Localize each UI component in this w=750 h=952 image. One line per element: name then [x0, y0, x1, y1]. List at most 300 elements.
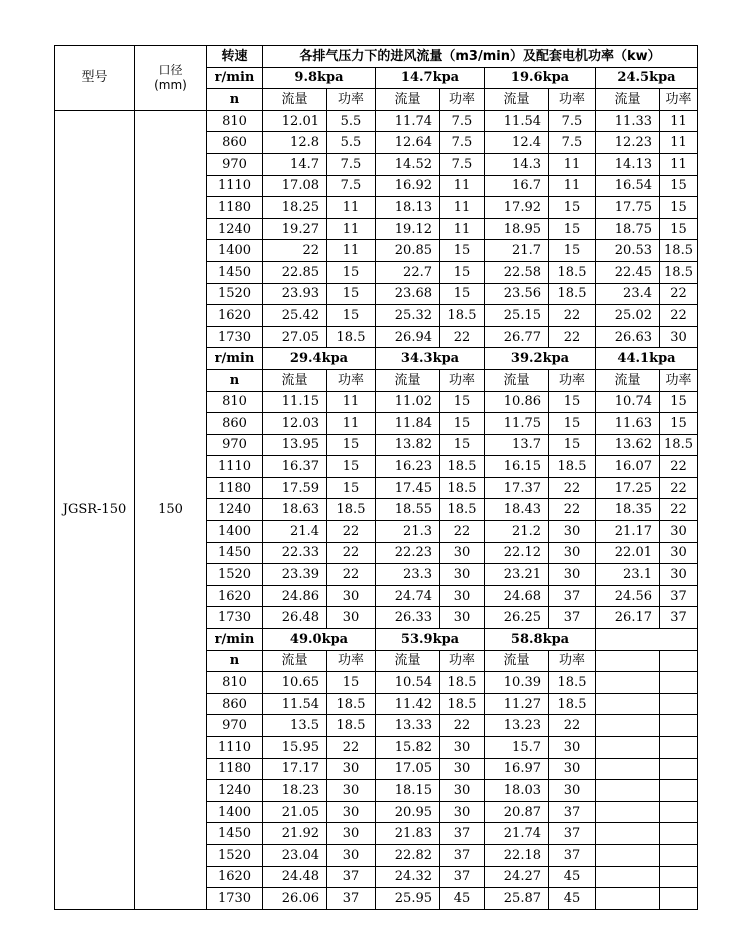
- power-value: [660, 715, 698, 737]
- power-value: 22: [660, 477, 698, 499]
- power-value: [660, 758, 698, 780]
- power-value: 5.5: [327, 132, 376, 154]
- speed-value: 810: [207, 672, 263, 694]
- flow-value: [596, 844, 660, 866]
- flow-value: 21.74: [485, 823, 549, 845]
- power-value: 7.5: [327, 175, 376, 197]
- flow-value: 13.7: [485, 434, 549, 456]
- speed-value: 1400: [207, 521, 263, 543]
- pressure-header: 19.6kpa: [485, 67, 596, 89]
- power-value: 15: [327, 305, 376, 327]
- power-header: 功率: [327, 369, 376, 391]
- power-value: 37: [549, 844, 596, 866]
- pressure-header: 58.8kpa: [485, 629, 596, 651]
- pressure-header: 24.5kpa: [596, 67, 698, 89]
- pressure-header: 9.8kpa: [263, 67, 376, 89]
- power-value: 18.5: [440, 456, 485, 478]
- power-header: 功率: [327, 89, 376, 111]
- speed-value: 1110: [207, 175, 263, 197]
- flow-header: 流量: [263, 89, 327, 111]
- power-value: 22: [549, 477, 596, 499]
- flow-header: 流量: [485, 369, 549, 391]
- power-value: 22: [660, 305, 698, 327]
- power-value: 37: [660, 585, 698, 607]
- power-value: [660, 844, 698, 866]
- flow-value: 24.32: [376, 866, 440, 888]
- flow-value: 18.15: [376, 780, 440, 802]
- flow-header: 流量: [485, 89, 549, 111]
- flow-value: 11.02: [376, 391, 440, 413]
- power-value: [660, 888, 698, 910]
- power-value: 11: [660, 110, 698, 132]
- power-value: 30: [440, 564, 485, 586]
- flow-header: 流量: [376, 89, 440, 111]
- power-value: [660, 801, 698, 823]
- flow-value: 12.64: [376, 132, 440, 154]
- power-value: 11: [660, 153, 698, 175]
- power-value: 11: [660, 132, 698, 154]
- flow-value: [596, 823, 660, 845]
- power-value: 22: [549, 326, 596, 348]
- pressure-header: [596, 629, 698, 651]
- power-value: 18.5: [549, 261, 596, 283]
- flow-value: 22.85: [263, 261, 327, 283]
- flow-value: 14.7: [263, 153, 327, 175]
- flow-value: 20.85: [376, 240, 440, 262]
- power-value: 15: [549, 413, 596, 435]
- flow-value: 10.54: [376, 672, 440, 694]
- power-value: 18.5: [549, 456, 596, 478]
- flow-value: 26.77: [485, 326, 549, 348]
- flow-value: 18.55: [376, 499, 440, 521]
- speed-value: 1730: [207, 607, 263, 629]
- power-value: 22: [549, 305, 596, 327]
- power-value: 22: [549, 715, 596, 737]
- n-label: n: [207, 650, 263, 672]
- speed-value: 970: [207, 434, 263, 456]
- power-header: 功率: [549, 89, 596, 111]
- flow-value: 11.54: [263, 693, 327, 715]
- flow-value: 23.56: [485, 283, 549, 305]
- flow-value: [596, 866, 660, 888]
- pressure-header: 14.7kpa: [376, 67, 485, 89]
- flow-value: 24.74: [376, 585, 440, 607]
- power-header: 功率: [660, 89, 698, 111]
- flow-value: 22.82: [376, 844, 440, 866]
- power-value: 22: [660, 283, 698, 305]
- flow-value: 25.95: [376, 888, 440, 910]
- power-value: 11: [440, 197, 485, 219]
- flow-value: 25.32: [376, 305, 440, 327]
- power-value: 37: [549, 585, 596, 607]
- flow-value: 18.95: [485, 218, 549, 240]
- flow-value: 11.42: [376, 693, 440, 715]
- speed-value: 1730: [207, 888, 263, 910]
- power-value: 22: [440, 715, 485, 737]
- power-value: 22: [327, 564, 376, 586]
- power-value: 15: [327, 477, 376, 499]
- speed-value: 1400: [207, 240, 263, 262]
- rpm-label: r/min: [207, 67, 263, 89]
- power-value: 18.5: [549, 672, 596, 694]
- speed-value: 1520: [207, 283, 263, 305]
- flow-value: 16.7: [485, 175, 549, 197]
- power-value: 7.5: [440, 110, 485, 132]
- power-value: 18.5: [327, 499, 376, 521]
- power-value: 30: [549, 542, 596, 564]
- flow-value: 18.03: [485, 780, 549, 802]
- power-value: 11: [549, 153, 596, 175]
- power-value: 15: [327, 434, 376, 456]
- flow-value: 11.27: [485, 693, 549, 715]
- flow-value: 13.95: [263, 434, 327, 456]
- power-value: 15: [549, 240, 596, 262]
- flow-value: [596, 737, 660, 759]
- power-value: 15: [660, 175, 698, 197]
- power-value: [660, 672, 698, 694]
- speed-value: 860: [207, 693, 263, 715]
- flow-value: 24.86: [263, 585, 327, 607]
- flow-value: 23.04: [263, 844, 327, 866]
- flow-value: 11.63: [596, 413, 660, 435]
- power-value: 30: [549, 521, 596, 543]
- speed-value: 810: [207, 391, 263, 413]
- flow-value: 13.5: [263, 715, 327, 737]
- power-value: 18.5: [440, 693, 485, 715]
- flow-value: 17.59: [263, 477, 327, 499]
- power-value: [660, 737, 698, 759]
- power-header: 功率: [660, 369, 698, 391]
- flow-value: 13.23: [485, 715, 549, 737]
- flow-value: 23.39: [263, 564, 327, 586]
- power-value: 30: [440, 737, 485, 759]
- flow-value: 17.08: [263, 175, 327, 197]
- flow-value: 11.33: [596, 110, 660, 132]
- speed-value: 1520: [207, 844, 263, 866]
- speed-header: 转速: [207, 46, 263, 68]
- power-value: 37: [549, 823, 596, 845]
- flow-value: [596, 715, 660, 737]
- power-value: 7.5: [327, 153, 376, 175]
- pressure-header: 53.9kpa: [376, 629, 485, 651]
- power-value: 18.5: [549, 283, 596, 305]
- power-value: [660, 693, 698, 715]
- speed-value: 860: [207, 132, 263, 154]
- flow-value: 18.23: [263, 780, 327, 802]
- flow-header: 流量: [263, 650, 327, 672]
- power-value: 11: [327, 197, 376, 219]
- power-header: 功率: [440, 89, 485, 111]
- power-value: 45: [549, 888, 596, 910]
- power-value: 11: [327, 240, 376, 262]
- speed-value: 1180: [207, 197, 263, 219]
- flow-value: 22.23: [376, 542, 440, 564]
- flow-value: 16.54: [596, 175, 660, 197]
- flow-value: 22.33: [263, 542, 327, 564]
- model-value: JGSR-150: [55, 110, 135, 909]
- power-value: 37: [549, 801, 596, 823]
- flow-value: 25.15: [485, 305, 549, 327]
- power-value: 30: [660, 326, 698, 348]
- flow-value: [596, 693, 660, 715]
- power-value: 11: [327, 413, 376, 435]
- speed-value: 860: [207, 413, 263, 435]
- flow-value: 22: [263, 240, 327, 262]
- speed-value: 970: [207, 153, 263, 175]
- flow-value: 17.45: [376, 477, 440, 499]
- flow-value: 24.56: [596, 585, 660, 607]
- flow-value: 22.12: [485, 542, 549, 564]
- flow-value: 17.05: [376, 758, 440, 780]
- power-value: 15: [549, 197, 596, 219]
- flow-value: 13.82: [376, 434, 440, 456]
- pressure-header: 29.4kpa: [263, 348, 376, 370]
- flow-value: 24.27: [485, 866, 549, 888]
- speed-value: 1450: [207, 823, 263, 845]
- power-value: 15: [660, 413, 698, 435]
- flow-value: 21.3: [376, 521, 440, 543]
- power-value: 15: [327, 261, 376, 283]
- flow-value: 24.68: [485, 585, 549, 607]
- power-value: 30: [549, 780, 596, 802]
- flow-value: 12.4: [485, 132, 549, 154]
- flow-value: 12.01: [263, 110, 327, 132]
- flow-value: 16.97: [485, 758, 549, 780]
- bore-header-label: 口径: [158, 62, 183, 77]
- flow-value: 16.92: [376, 175, 440, 197]
- power-value: 15: [440, 391, 485, 413]
- flow-value: 10.39: [485, 672, 549, 694]
- speed-value: 1620: [207, 866, 263, 888]
- power-value: 11: [327, 218, 376, 240]
- speed-value: 1180: [207, 477, 263, 499]
- power-value: 18.5: [327, 326, 376, 348]
- speed-value: 1520: [207, 564, 263, 586]
- flow-value: [596, 758, 660, 780]
- power-value: 15: [660, 391, 698, 413]
- power-value: 30: [440, 585, 485, 607]
- power-value: 37: [440, 844, 485, 866]
- power-value: 30: [660, 564, 698, 586]
- power-value: 7.5: [549, 110, 596, 132]
- power-value: 22: [660, 456, 698, 478]
- flow-value: [596, 672, 660, 694]
- flow-value: 13.62: [596, 434, 660, 456]
- power-value: 30: [327, 823, 376, 845]
- flow-header: 流量: [596, 369, 660, 391]
- flow-value: 14.52: [376, 153, 440, 175]
- flow-value: 23.3: [376, 564, 440, 586]
- flow-value: 17.17: [263, 758, 327, 780]
- power-value: 15: [549, 218, 596, 240]
- power-value: 18.5: [660, 240, 698, 262]
- speed-value: 1450: [207, 261, 263, 283]
- power-value: 11: [549, 175, 596, 197]
- power-value: 30: [549, 564, 596, 586]
- flow-value: [596, 780, 660, 802]
- flow-value: 18.25: [263, 197, 327, 219]
- power-value: 45: [440, 888, 485, 910]
- power-value: 37: [660, 607, 698, 629]
- flow-value: 21.17: [596, 521, 660, 543]
- power-value: 15: [327, 283, 376, 305]
- flow-value: 15.95: [263, 737, 327, 759]
- flow-value: 20.87: [485, 801, 549, 823]
- speed-value: 1110: [207, 737, 263, 759]
- pressure-header: 44.1kpa: [596, 348, 698, 370]
- power-header: 功率: [440, 650, 485, 672]
- power-value: 37: [440, 823, 485, 845]
- power-value: 11: [327, 391, 376, 413]
- n-label: n: [207, 369, 263, 391]
- flow-value: 19.12: [376, 218, 440, 240]
- flow-value: 25.87: [485, 888, 549, 910]
- flow-value: 17.25: [596, 477, 660, 499]
- power-value: 18.5: [549, 693, 596, 715]
- flow-value: 17.92: [485, 197, 549, 219]
- speed-value: 1400: [207, 801, 263, 823]
- power-value: 22: [660, 499, 698, 521]
- table-title: 各排气压力下的进风流量（m3/min）及配套电机功率（kw）: [263, 46, 698, 68]
- power-value: 45: [549, 866, 596, 888]
- power-value: 30: [440, 801, 485, 823]
- rpm-label: r/min: [207, 348, 263, 370]
- power-value: 7.5: [440, 132, 485, 154]
- power-value: 30: [327, 607, 376, 629]
- rpm-label: r/min: [207, 629, 263, 651]
- flow-value: 16.23: [376, 456, 440, 478]
- power-value: 15: [549, 391, 596, 413]
- power-value: 18.5: [440, 305, 485, 327]
- power-value: 30: [440, 758, 485, 780]
- flow-value: 25.42: [263, 305, 327, 327]
- flow-value: 10.86: [485, 391, 549, 413]
- power-value: 11: [440, 175, 485, 197]
- flow-value: 25.02: [596, 305, 660, 327]
- power-value: [660, 780, 698, 802]
- speed-value: 810: [207, 110, 263, 132]
- power-value: 22: [440, 521, 485, 543]
- bore-header: [135, 46, 207, 111]
- power-value: 15: [660, 197, 698, 219]
- flow-value: 12.23: [596, 132, 660, 154]
- flow-value: 21.83: [376, 823, 440, 845]
- power-value: 15: [327, 456, 376, 478]
- table-row: [55, 46, 698, 68]
- flow-value: 26.25: [485, 607, 549, 629]
- power-value: 30: [327, 844, 376, 866]
- power-value: 18.5: [440, 672, 485, 694]
- flow-value: 23.68: [376, 283, 440, 305]
- flow-value: 26.06: [263, 888, 327, 910]
- power-value: 5.5: [327, 110, 376, 132]
- flow-value: 21.92: [263, 823, 327, 845]
- flow-value: 19.27: [263, 218, 327, 240]
- flow-value: 26.17: [596, 607, 660, 629]
- flow-value: 11.84: [376, 413, 440, 435]
- power-value: 22: [327, 521, 376, 543]
- speed-value: 1240: [207, 499, 263, 521]
- flow-value: 22.18: [485, 844, 549, 866]
- flow-value: 26.48: [263, 607, 327, 629]
- power-value: 30: [549, 737, 596, 759]
- flow-value: 18.63: [263, 499, 327, 521]
- flow-value: 21.2: [485, 521, 549, 543]
- power-value: 15: [440, 413, 485, 435]
- flow-value: 10.74: [596, 391, 660, 413]
- flow-value: 21.4: [263, 521, 327, 543]
- power-value: 15: [660, 218, 698, 240]
- power-value: 22: [440, 326, 485, 348]
- flow-value: 26.33: [376, 607, 440, 629]
- flow-value: 26.94: [376, 326, 440, 348]
- flow-value: 20.95: [376, 801, 440, 823]
- flow-value: 18.43: [485, 499, 549, 521]
- speed-value: 1110: [207, 456, 263, 478]
- flow-value: 17.75: [596, 197, 660, 219]
- bore-value: 150: [135, 110, 207, 909]
- flow-value: 24.48: [263, 866, 327, 888]
- power-header: [660, 650, 698, 672]
- flow-value: 27.05: [263, 326, 327, 348]
- power-value: 30: [660, 542, 698, 564]
- power-value: 37: [327, 866, 376, 888]
- flow-value: [596, 801, 660, 823]
- speed-value: 1450: [207, 542, 263, 564]
- power-value: 30: [440, 542, 485, 564]
- power-value: 30: [327, 801, 376, 823]
- flow-value: 11.74: [376, 110, 440, 132]
- table-row: [55, 110, 698, 132]
- flow-value: 23.93: [263, 283, 327, 305]
- power-value: 30: [327, 758, 376, 780]
- speed-value: 1620: [207, 585, 263, 607]
- flow-value: 17.37: [485, 477, 549, 499]
- flow-header: [596, 650, 660, 672]
- flow-value: 12.8: [263, 132, 327, 154]
- flow-value: [596, 888, 660, 910]
- power-value: 18.5: [440, 477, 485, 499]
- flow-value: 14.3: [485, 153, 549, 175]
- flow-value: 18.13: [376, 197, 440, 219]
- power-value: 30: [660, 521, 698, 543]
- power-value: 7.5: [549, 132, 596, 154]
- flow-value: 15.7: [485, 737, 549, 759]
- flow-header: 流量: [376, 369, 440, 391]
- power-header: 功率: [549, 369, 596, 391]
- flow-value: 18.75: [596, 218, 660, 240]
- flow-value: 15.82: [376, 737, 440, 759]
- flow-value: 26.63: [596, 326, 660, 348]
- power-value: 15: [440, 434, 485, 456]
- flow-value: 13.33: [376, 715, 440, 737]
- power-value: 37: [327, 888, 376, 910]
- power-value: 18.5: [440, 499, 485, 521]
- power-header: 功率: [440, 369, 485, 391]
- flow-header: 流量: [376, 650, 440, 672]
- flow-value: 11.75: [485, 413, 549, 435]
- power-value: 30: [440, 607, 485, 629]
- flow-value: 21.05: [263, 801, 327, 823]
- power-value: 15: [440, 283, 485, 305]
- speed-value: 970: [207, 715, 263, 737]
- flow-value: 23.21: [485, 564, 549, 586]
- power-value: 22: [327, 542, 376, 564]
- flow-header: 流量: [485, 650, 549, 672]
- flow-value: 22.58: [485, 261, 549, 283]
- flow-value: 18.35: [596, 499, 660, 521]
- speed-value: 1730: [207, 326, 263, 348]
